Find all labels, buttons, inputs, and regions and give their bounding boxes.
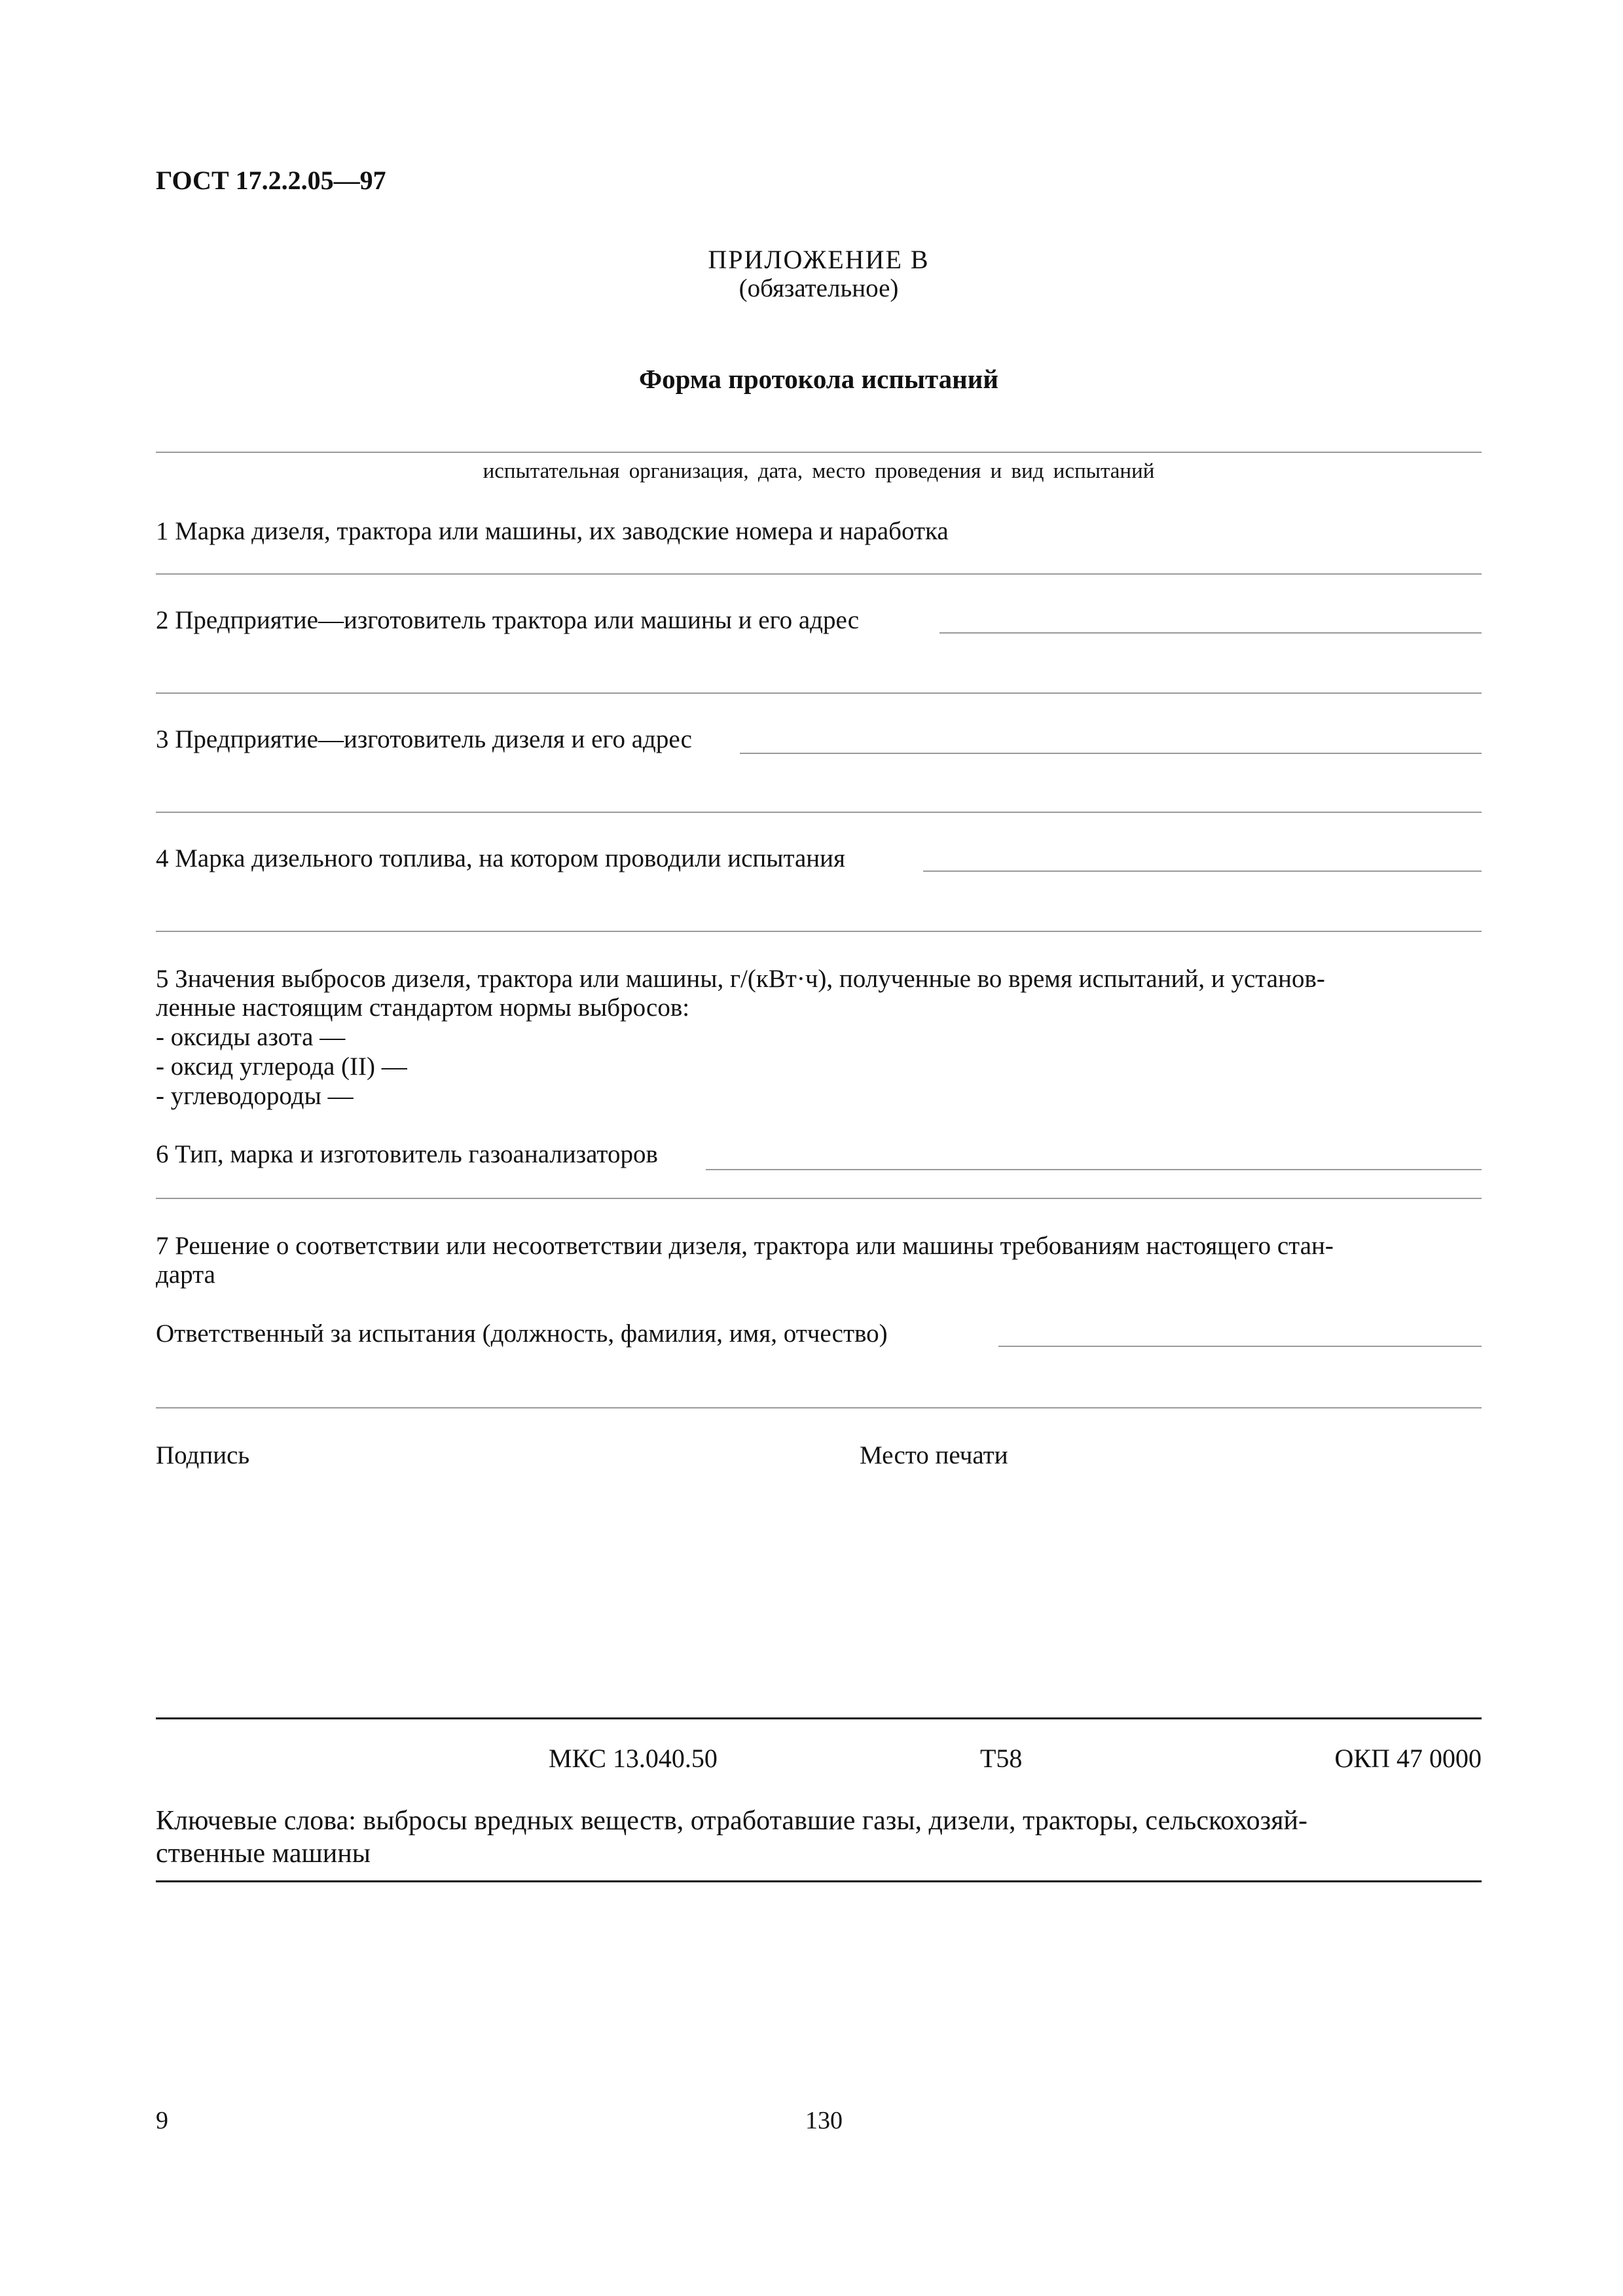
item-2-label: 2 Предприятие—изготовитель трактора или машины и его адрес [156, 606, 860, 634]
item-2-fill-line[interactable] [939, 632, 1482, 634]
stamp-label: Место печати [860, 1441, 1008, 1469]
org-fill-line[interactable] [156, 452, 1482, 453]
item-6-label: 6 Тип, марка и изготовитель газоанализаторов [156, 1140, 658, 1168]
page-number-center: 130 [805, 2107, 843, 2134]
item-2-fill-line-2[interactable] [156, 692, 1482, 694]
item-7-label-line-2: дарта [156, 1261, 215, 1289]
item-1-fill-line[interactable] [156, 573, 1482, 575]
item-4-fill-line-2[interactable] [156, 931, 1482, 932]
item-5-label-line-2: ленные настоящим стандартом нормы выбросов: [156, 994, 690, 1022]
item-4-label: 4 Марка дизельного топлива, на котором проводили испытания [156, 844, 845, 872]
emission-co: - оксид углерода (II) — [156, 1052, 407, 1081]
form-title: Форма протокола испытаний [638, 364, 999, 394]
item-4-fill-line[interactable] [923, 870, 1482, 872]
footer-top-rule [156, 1717, 1482, 1719]
page-number-left: 9 [156, 2107, 168, 2134]
item-3-label: 3 Предприятие—изготовитель дизеля и его адрес [156, 725, 692, 753]
appendix-status: (обязательное) [739, 274, 899, 302]
responsible-label: Ответственный за испытания (должность, фамилия, имя, отчество) [156, 1319, 888, 1348]
footer-bottom-rule [156, 1880, 1482, 1882]
appendix-title: ПРИЛОЖЕНИЕ В [708, 245, 930, 274]
emission-hc: - углеводороды — [156, 1082, 354, 1110]
t-code: Т58 [980, 1744, 1023, 1773]
responsible-fill-line[interactable] [998, 1346, 1482, 1347]
keywords-line-1: Ключевые слова: выбросы вредных веществ, отработавшие газы, дизели, тракторы, сельскохозяй- [156, 1806, 1307, 1836]
signature-label: Подпись [156, 1441, 250, 1469]
org-caption: испытательная организация, дата, место проведения и вид испытаний [483, 459, 1155, 483]
item-6-fill-line[interactable] [706, 1169, 1482, 1170]
okp-code: ОКП 47 0000 [1334, 1744, 1482, 1773]
item-3-fill-line-2[interactable] [156, 812, 1482, 813]
item-3-fill-line[interactable] [740, 753, 1482, 754]
item-7-label-line-1: 7 Решение о соответствии или несоответствии дизеля, трактора или машины требованиям настоящего стан- [156, 1232, 1334, 1260]
item-1-label: 1 Марка дизеля, трактора или машины, их заводские номера и наработка [156, 517, 949, 545]
mks-code: МКС 13.040.50 [549, 1744, 718, 1773]
emission-nox: - оксиды азота — [156, 1023, 346, 1051]
item-6-fill-line-2[interactable] [156, 1198, 1482, 1199]
item-5-label-line-1: 5 Значения выбросов дизеля, трактора или машины, г/(кВт·ч), полученные во время испытаний, и установ- [156, 965, 1325, 993]
document-code: ГОСТ 17.2.2.05—97 [156, 166, 386, 195]
keywords-line-2: ственные машины [156, 1839, 371, 1869]
responsible-fill-line-2[interactable] [156, 1407, 1482, 1408]
